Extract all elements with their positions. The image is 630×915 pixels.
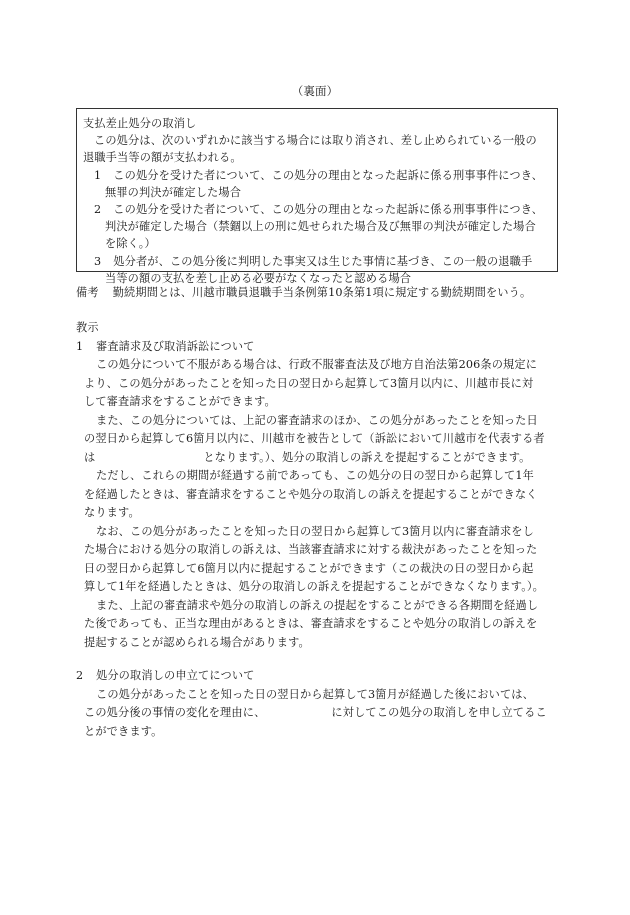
- item-text: この処分を受けた者について、この処分の理由となった起訴に係る刑事事件につき、: [113, 168, 543, 182]
- paragraph-line: また、この処分については、上記の審査請求のほか、この処分があったことを知った日: [96, 413, 538, 427]
- item-number: 3: [94, 254, 102, 268]
- paragraph-line: た場合における処分の取消しの訴えは、当該審査請求に対する裁決があったことを知った: [84, 543, 538, 556]
- box-item-1: [83, 167, 551, 184]
- box-item-2-cont: を除く。）: [105, 237, 156, 251]
- instructions-section: [76, 319, 558, 741]
- paragraph-fragment: に対してこの処分の取消しを申し立てるこ: [331, 706, 547, 719]
- box-intro-line: この処分は、次のいずれかに該当する場合には取り消され、差し止められている一般の: [94, 134, 537, 148]
- paragraph-line: 提起することが認められる場合があります。: [84, 635, 310, 649]
- section-number: 2: [76, 669, 84, 682]
- paragraph-line: して審査請求をすることができます。: [84, 395, 276, 408]
- section-gap: [76, 652, 558, 667]
- paragraph-line: [76, 449, 558, 468]
- paragraph-line: [76, 704, 558, 723]
- item-text: 処分者が、この処分後に判明した事実又は生じた事情に基づき、この一般の退職手: [113, 254, 533, 268]
- paragraph-line: とができます。: [84, 724, 163, 738]
- section-number: 1: [76, 339, 84, 353]
- remark: [76, 284, 531, 300]
- box-item-2-cont: 判決が確定した場合（禁錮以上の刑に処せられた場合及び無罪の判決が確定した場合: [105, 220, 536, 234]
- section-1-heading: [76, 338, 558, 357]
- paragraph-fragment: この処分後の事情の変化を理由に、: [84, 706, 266, 719]
- remark-text: 勤続期間とは、川越市職員退職手当条例第10条第1項に規定する勤続期間をいう。: [112, 286, 532, 299]
- paragraph-line: より、この処分があったことを知った日の翌日から起算して3箇月以内に、川越市長に対: [84, 376, 534, 390]
- paragraph-line: を経過したときは、審査請求をすることや処分の取消しの訴えを提起することができなく: [84, 487, 538, 501]
- remark-label: 備考: [76, 286, 99, 299]
- paragraph-line: この処分について不服がある場合は、行政不服審査法及び地方自治法第206条の規定に: [96, 358, 538, 371]
- box-item-3-cont: 当等の額の支払を差し止める必要がなくなったと認める場合: [105, 271, 412, 285]
- box-item-1-cont: 無罪の判決が確定した場合: [105, 185, 242, 199]
- paragraph-line: この処分があったことを知った日の翌日から起算して3箇月が経過した後においては、: [96, 687, 534, 701]
- item-text: この処分を受けた者について、この処分の理由となった起訴に係る刑事事件につき、: [113, 203, 543, 217]
- box-item-2: [83, 201, 551, 218]
- paragraph-line: また、上記の審査請求や処分の取消しの訴えの提起をすることができる各期間を経過し: [96, 598, 539, 612]
- box-item-3: [83, 253, 551, 270]
- section-2-heading: [76, 667, 558, 686]
- paragraph-line: 算して1年を経過したときは、処分の取消しの訴えを提起することができなくなります。）。: [84, 580, 545, 593]
- paragraph-line: なお、この処分があったことを知った日の翌日から起算して3箇月以内に審査請求をし: [96, 524, 534, 538]
- paragraph-line: なります。: [84, 506, 140, 519]
- item-number: 2: [94, 203, 102, 217]
- paragraph-line: た後であっても、正当な理由があるときは、審査請求をすることや処分の取消しの訴えを: [84, 617, 538, 630]
- payment-suspension-cancellation-box: [76, 108, 558, 285]
- reverse-side-label: （裏面）: [291, 84, 339, 98]
- paragraph-line: 日の翌日から起算して6箇月以内に提起することができます（この裁決の日の翌日から起: [84, 561, 534, 575]
- instructions-title: 教示: [76, 321, 99, 334]
- paragraph-line: ただし、これらの期間が経過する前であっても、この処分の日の翌日から起算して1年: [96, 469, 534, 482]
- section-heading-text: 処分の取消しの申立てについて: [96, 669, 255, 682]
- paragraph-fragment: は: [84, 450, 96, 464]
- box-title: 支払差止処分の取消し: [83, 117, 197, 130]
- box-intro-line: 退職手当等の額が支払われる。: [83, 151, 242, 165]
- paragraph-line: の翌日から起算して6箇月以内に、川越市を被告として（訴訟において川越市を代表する者: [84, 432, 545, 445]
- item-number: 1: [94, 168, 102, 182]
- section-heading-text: 審査請求及び取消訴訟について: [96, 339, 255, 353]
- paragraph-fragment: となります。）、処分の取消しの訴えを提起することができます。: [203, 450, 531, 464]
